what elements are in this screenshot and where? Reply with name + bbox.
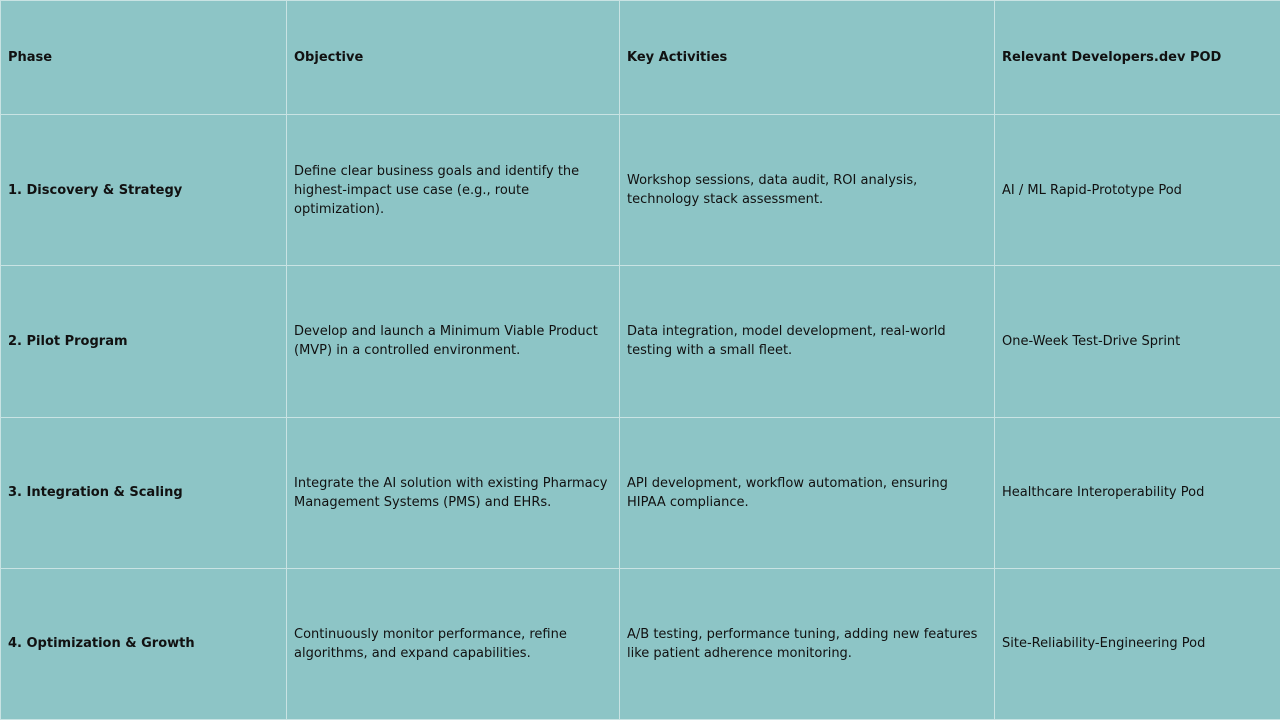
pod-cell: Healthcare Interoperability Pod: [995, 417, 1280, 568]
pod-cell: AI / ML Rapid-Prototype Pod: [995, 115, 1280, 266]
header-objective: Objective: [287, 1, 620, 115]
activities-cell: A/B testing, performance tuning, adding new features like patient adherence monitoring.: [620, 568, 995, 719]
table-row: [1, 568, 1280, 719]
objective-cell: Continuously monitor performance, refine algorithms, and expand capabilities.: [287, 568, 620, 719]
phase-cell: 3. Integration & Scaling: [1, 417, 287, 568]
activities-cell: API development, workflow automation, ensuring HIPAA compliance.: [620, 417, 995, 568]
table-row: [1, 417, 1280, 568]
objective-cell: Develop and launch a Minimum Viable Product (MVP) in a controlled environment.: [287, 266, 620, 417]
header-phase: Phase: [1, 1, 287, 115]
table-row: [1, 115, 1280, 266]
objective-cell: Define clear business goals and identify the highest-impact use case (e.g., route optimization).: [287, 115, 620, 266]
pod-cell: One-Week Test-Drive Sprint: [995, 266, 1280, 417]
activities-cell: Workshop sessions, data audit, ROI analysis, technology stack assessment.: [620, 115, 995, 266]
header-relevant-pod: Relevant Developers.dev POD: [995, 1, 1280, 115]
phase-cell: 1. Discovery & Strategy: [1, 115, 287, 266]
pod-cell: Site-Reliability-Engineering Pod: [995, 568, 1280, 719]
phase-cell: 4. Optimization & Growth: [1, 568, 287, 719]
table-header-row: [1, 1, 1280, 115]
table-row: [1, 266, 1280, 417]
phase-cell: 2. Pilot Program: [1, 266, 287, 417]
activities-cell: Data integration, model development, real-world testing with a small fleet.: [620, 266, 995, 417]
header-key-activities: Key Activities: [620, 1, 995, 115]
objective-cell: Integrate the AI solution with existing Pharmacy Management Systems (PMS) and EHRs.: [287, 417, 620, 568]
